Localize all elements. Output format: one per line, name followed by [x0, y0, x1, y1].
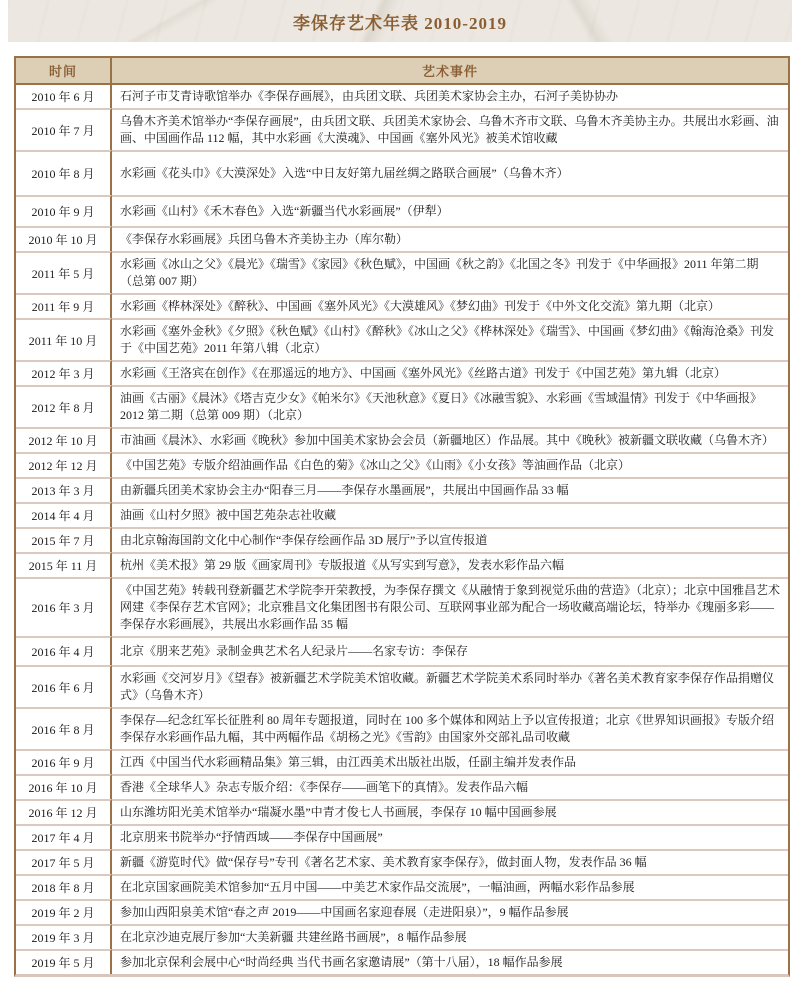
date-cell: 2018 年 8 月: [16, 874, 112, 899]
column-header-event: 艺术事件: [112, 58, 788, 85]
date-cell: 2010 年 7 月: [16, 108, 112, 150]
table-row: [16, 318, 788, 360]
chronology-table-wrapper: [14, 56, 786, 977]
date-cell: 2017 年 5 月: [16, 849, 112, 874]
table-row: [16, 427, 788, 452]
date-cell: 2016 年 10 月: [16, 774, 112, 799]
date-cell: 2016 年 8 月: [16, 707, 112, 749]
event-cell: 水彩画《王洛宾在创作》《在那遥远的地方》、中国画《塞外风光》《丝路古道》刊发于《中国艺苑》第九辑（北京）: [112, 360, 788, 385]
table-row: [16, 824, 788, 849]
event-cell: 油画《山村夕照》被中国艺苑杂志社收藏: [112, 502, 788, 527]
table-row: [16, 477, 788, 502]
date-cell: 2011 年 9 月: [16, 293, 112, 318]
date-cell: 2011 年 5 月: [16, 251, 112, 293]
page-header-banner: [8, 0, 792, 42]
column-header-time: 时间: [16, 58, 112, 85]
table-row: [16, 226, 788, 251]
event-cell: 《中国艺苑》转载刊登新疆艺术学院李开荣教授，为李保存撰文《从融情于象到视觉乐曲的营造》（北京）；北京中国雅昌艺术网建《李保存艺术官网》；北京雅昌文化集团图书有限公司、互联网事业部为配合一场收藏高端论坛，特举办《瑰丽多彩——李保存水彩画展》，共展出水彩画作品 35 幅: [112, 577, 788, 636]
date-cell: 2015 年 7 月: [16, 527, 112, 552]
event-cell: 山东潍坊阳光美术馆举办“瑞凝水墨”中青才俊七人书画展，李保存 10 幅中国画参展: [112, 799, 788, 824]
table-row: [16, 452, 788, 477]
date-cell: 2014 年 4 月: [16, 502, 112, 527]
event-cell: 参加北京保利会展中心“时尚经典 当代书画名家邀请展”（第十八届），18 幅作品参展: [112, 949, 788, 974]
date-cell: 2016 年 6 月: [16, 665, 112, 707]
date-cell: 2016 年 3 月: [16, 577, 112, 636]
table-row: [16, 774, 788, 799]
event-cell: 江西《中国当代水彩画精品集》第三辑，由江西美术出版社出版，任副主编并发表作品: [112, 749, 788, 774]
date-cell: 2011 年 10 月: [16, 318, 112, 360]
table-row: [16, 665, 788, 707]
event-cell: 北京朋来书院举办“抒情西域——李保存中国画展”: [112, 824, 788, 849]
page-title: 李保存艺术年表 2010-2019: [293, 13, 507, 33]
event-cell: 杭州《美术报》第 29 版《画家周刊》专版报道《从写实到写意》，发表水彩作品六幅: [112, 552, 788, 577]
table-row: [16, 552, 788, 577]
date-cell: 2010 年 9 月: [16, 195, 112, 226]
event-cell: 水彩画《山村》《禾木春色》入选“新疆当代水彩画展”（伊犁）: [112, 195, 788, 226]
event-cell: 市油画《晨沐》、水彩画《晚秋》参加中国美术家协会会员（新疆地区）作品展。其中《晚秋》被新疆文联收藏（乌鲁木齐）: [112, 427, 788, 452]
event-cell: 《李保存水彩画展》兵团乌鲁木齐美协主办（库尔勒）: [112, 226, 788, 251]
table-row: [16, 949, 788, 974]
event-cell: 由新疆兵团美术家协会主办“阳春三月——李保存水墨画展”，共展出中国画作品 33 幅: [112, 477, 788, 502]
event-cell: 水彩画《塞外金秋》《夕照》《秋色赋》《山村》《醉秋》《冰山之父》《桦林深处》《瑞雪》、中国画《梦幻曲》《翰海沧桑》刊发于《中国艺苑》2011 年第八辑（北京）: [112, 318, 788, 360]
event-cell: 北京《朋来艺苑》录制金典艺术名人纪录片——名家专访：李保存: [112, 636, 788, 665]
event-cell: 乌鲁木齐美术馆举办“李保存画展”，由兵团文联、兵团美术家协会、乌鲁木齐市文联、乌鲁木齐美协主办。共展出水彩画、油画、中国画作品 112 幅，其中水彩画《大漠魂》、中国画《塞外风光》被美术馆收藏: [112, 108, 788, 150]
chronology-table: [14, 56, 790, 977]
table-row: [16, 924, 788, 949]
event-cell: 水彩画《冰山之父》《晨光》《瑞雪》《家园》《秋色赋》，中国画《秋之韵》《北国之冬》刊发于《中华画报》2011 年第二期（总第 007 期）: [112, 251, 788, 293]
header-row: [16, 58, 788, 85]
table-row: [16, 502, 788, 527]
table-row: [16, 527, 788, 552]
event-cell: 油画《古丽》《晨沐》《塔吉克少女》《帕米尔》《天池秋意》《夏日》《冰融雪貌》、水彩画《雪域温情》刊发于《中华画报》2012 第二期（总第 009 期）（北京）: [112, 385, 788, 427]
event-cell: 参加山西阳泉美术馆“春之声 2019——中国画名家迎春展（走进阳泉）”，9 幅作品参展: [112, 899, 788, 924]
table-row: [16, 360, 788, 385]
table-row: [16, 385, 788, 427]
table-row: [16, 108, 788, 150]
table-row: [16, 195, 788, 226]
table-row: [16, 251, 788, 293]
date-cell: 2016 年 4 月: [16, 636, 112, 665]
date-cell: 2016 年 9 月: [16, 749, 112, 774]
event-cell: 在北京国家画院美术馆参加“五月中国——中美艺术家作品交流展”，一幅油画，两幅水彩作品参展: [112, 874, 788, 899]
event-cell: 在北京沙迪克展厅参加“大美新疆 共建丝路书画展”，8 幅作品参展: [112, 924, 788, 949]
table-row: [16, 749, 788, 774]
date-cell: 2019 年 2 月: [16, 899, 112, 924]
date-cell: 2012 年 12 月: [16, 452, 112, 477]
event-cell: 由北京翰海国韵文化中心制作“李保存绘画作品 3D 展厅”予以宣传报道: [112, 527, 788, 552]
date-cell: 2010 年 6 月: [16, 85, 112, 108]
table-row: [16, 85, 788, 108]
table-row: [16, 874, 788, 899]
date-cell: 2010 年 10 月: [16, 226, 112, 251]
event-cell: 水彩画《交河岁月》《望春》被新疆艺术学院美术馆收藏。新疆艺术学院美术系同时举办《著名美术教育家李保存作品捐赠仪式》（乌鲁木齐）: [112, 665, 788, 707]
event-cell: 水彩画《花头巾》《大漠深处》入选“中日友好第九届丝绸之路联合画展”（乌鲁木齐）: [112, 150, 788, 195]
table-row: [16, 577, 788, 636]
event-cell: 石河子市艾青诗歌馆举办《李保存画展》，由兵团文联、兵团美术家协会主办，石河子美协协办: [112, 85, 788, 108]
date-cell: 2019 年 3 月: [16, 924, 112, 949]
table-row: [16, 636, 788, 665]
date-cell: 2019 年 5 月: [16, 949, 112, 974]
date-cell: 2010 年 8 月: [16, 150, 112, 195]
table-row: [16, 849, 788, 874]
date-cell: 2012 年 8 月: [16, 385, 112, 427]
date-cell: 2015 年 11 月: [16, 552, 112, 577]
event-cell: 《中国艺苑》专版介绍油画作品《白色的菊》《冰山之父》《山雨》《小女孩》等油画作品（北京）: [112, 452, 788, 477]
table-row: [16, 293, 788, 318]
date-cell: 2012 年 10 月: [16, 427, 112, 452]
event-cell: 香港《全球华人》杂志专版介绍：《李保存——画笔下的真情》。发表作品六幅: [112, 774, 788, 799]
table-row: [16, 150, 788, 195]
date-cell: 2013 年 3 月: [16, 477, 112, 502]
event-cell: 新疆《游览时代》做“保存号”专刊《著名艺术家、美术教育家李保存》，做封面人物，发表作品 36 幅: [112, 849, 788, 874]
event-cell: 李保存—纪念红军长征胜利 80 周年专题报道，同时在 100 多个媒体和网站上予以宣传报道；北京《世界知识画报》专版介绍李保存水彩画作品九幅，其中两幅作品《胡杨之光》《雪韵》由国家外交部礼品司收藏: [112, 707, 788, 749]
table-row: [16, 707, 788, 749]
table-row: [16, 799, 788, 824]
date-cell: 2012 年 3 月: [16, 360, 112, 385]
date-cell: 2016 年 12 月: [16, 799, 112, 824]
event-cell: 水彩画《桦林深处》《醉秋》、中国画《塞外风光》《大漠雄风》《梦幻曲》刊发于《中外文化交流》第九期（北京）: [112, 293, 788, 318]
table-row: [16, 899, 788, 924]
date-cell: 2017 年 4 月: [16, 824, 112, 849]
